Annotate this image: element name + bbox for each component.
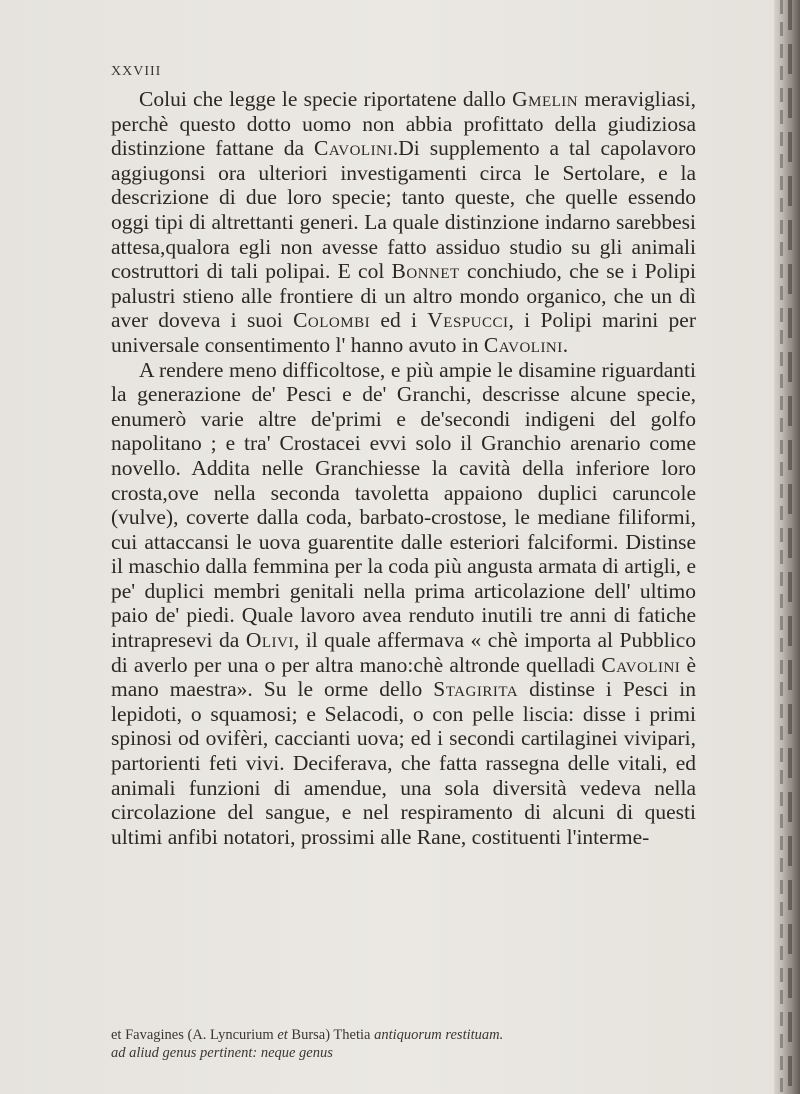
footnote xyxy=(111,1026,696,1062)
paragraph-2-run-3: , il quale affermava « chè importa al Pubblico di averlo per una o per altra mano:chè altronde quelladi xyxy=(111,628,696,677)
paragraph-1-run-13: . xyxy=(562,332,569,357)
paragraph-2-run-4: Cavolini xyxy=(601,652,681,677)
paragraph-1-run-10: Vespucci xyxy=(427,308,509,333)
paragraph-2-run-7: distinse i Pesci in lepidoti, o squamosi; e Selacodi, o con pelle liscia: disse i primi spinosi od ovifèri, caccianti uova; ed i secondi cartilaginei vivipari, partorienti feti vivi. Deciferava, che fatta rassegna delle vitali, ed animali funzioni di amendue, una sola diversità vedeva nella circolazione del sangue, e nel respiramento di alcuni di questi ultimi anfibi notatori, prossimi alle Rane, costituenti l'interme- xyxy=(111,677,696,849)
paragraph-1-run-2: Gmelin xyxy=(512,87,579,111)
paragraph-2-run-6: Stagirita xyxy=(433,677,519,702)
paragraph-2 xyxy=(111,358,696,850)
paragraph-1-run-11: , i Polipi marini per universale consentimento l' hanno avuto in xyxy=(111,308,696,357)
paragraph-1-run-6: Bonnet xyxy=(391,259,460,284)
footnote-line-2 xyxy=(111,1044,696,1062)
paragraph-1-run-1: Colui che legge le specie riportatene dallo xyxy=(139,87,513,111)
paragraph-1-run-8: Colombi xyxy=(293,308,371,333)
footnote-line-1-run-4: antiquorum restituam. xyxy=(374,1027,504,1043)
footnote-line-2-run-1: ad aliud genus pertinent: neque genus xyxy=(111,1045,333,1061)
paragraph-1-run-9: ed i xyxy=(370,308,428,333)
paragraph-2-run-2: Olivi xyxy=(245,628,294,653)
paragraph-2-run-1: A rendere meno difficoltose, e più ampie le disamine riguardanti la generazione de' Pesci e de' Granchi, descrisse alcune specie, enumerò varie altre de'primi e de'secondi indigeni del golfo napolitano ; e tra' Crostacei evvi solo il Granchio arenario come novello. Addita nelle Granchiesse la cavità della inferiore loro crosta,ove nella seconda tavoletta appaiono duplici caruncole (vulve), coverte dalla coda, barbato-crostose, le mediane filiformi, cui attaccansi le uova guarentite dalle esteriori falciformi. Distinse il maschio dalla femmina per la coda più angusta armata di artigli, e pe' duplici membri genitali nella prima articolazione dell' ultimo paio de' piedi. Quale lavoro avea renduto inutili tre anni di fatiche intrapresevi da xyxy=(111,357,696,653)
paragraph-2-run-5: è mano maestra». Su le orme dello xyxy=(111,652,697,702)
paragraph-1-run-5: .Di supplemento a tal capolavoro aggiugonsi ora ulteriori investigamenti circa le Sertolare, e la descrizione di due loro specie; tanto queste, che quelle essendo oggi tipi di altrettanti generi. La quale distinzione indarno sarebbesi attesa,qualora egli non avesse fatto assiduo studio su gli animali costruttori di tali polipai. E col xyxy=(111,136,697,284)
book-binding-edge xyxy=(774,0,800,1094)
paragraph-1-run-7: conchiudo, che se i Polipi palustri stieno alle frontiere di un altro mondo organico, che un dì aver doveva i suoi xyxy=(111,259,696,333)
footnote-line-1-run-3: Bursa) Thetia xyxy=(287,1027,375,1043)
footnote-line-1-run-2: et xyxy=(277,1027,288,1043)
footnote-line-1-run-1: et Favagines (A. Lyncurium xyxy=(111,1027,278,1043)
paragraph-1-run-4: Cavolini xyxy=(314,136,393,161)
paragraph-1 xyxy=(111,87,696,358)
paragraph-1-run-3: meravigliasi, perchè questo dotto uomo non abbia profittato della giudiziosa distinzione fattane da xyxy=(111,87,696,161)
paragraph-1-run-12: Cavolini xyxy=(483,332,563,357)
body-text xyxy=(111,87,696,849)
footnote-line-1 xyxy=(111,1026,696,1044)
page-number: XXVIII xyxy=(111,64,162,79)
